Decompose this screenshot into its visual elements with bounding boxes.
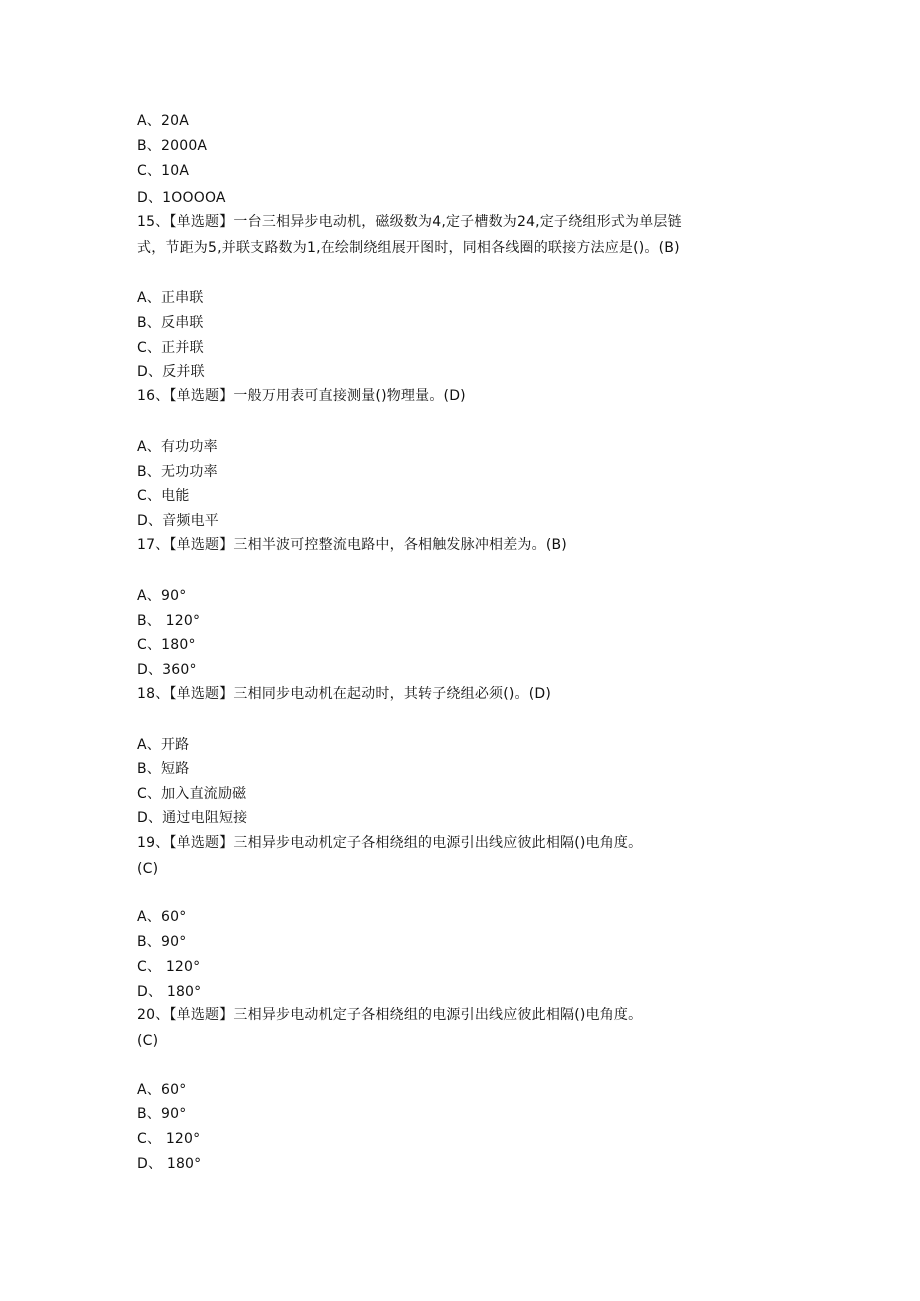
option-a: A、90° (137, 588, 187, 604)
option-a: A、60° (137, 1082, 187, 1098)
option-d: D、反并联 (137, 364, 205, 380)
option-c: C、加入直流励磁 (137, 786, 247, 802)
option-d: D、通过电阻短接 (137, 810, 248, 826)
option-c: C、10A (137, 163, 190, 179)
option-a: A、有功功率 (137, 439, 218, 455)
question-18-text: 18、【单选题】三相同步电动机在起动时，其转子绕组必须()。(D) (137, 686, 552, 702)
option-a: A、60° (137, 909, 187, 925)
option-d: D、360° (137, 662, 197, 678)
option-b: B、无功功率 (137, 464, 218, 480)
option-d: D、1OOOOA (137, 190, 226, 206)
question-17-text: 17、【单选题】三相半波可控整流电路中，各相触发脉冲相差为。(B) (137, 537, 567, 553)
option-d: D、 180° (137, 984, 202, 1000)
option-b: B、反串联 (137, 315, 204, 331)
option-c: C、 120° (137, 1131, 201, 1147)
question-19-text-cont: (C) (137, 861, 159, 877)
option-b: B、90° (137, 1106, 187, 1122)
question-15-text-cont: 式，节距为5,并联支路数为1,在绘制绕组展开图时，同相各线圈的联接方法应是()。(B) (137, 240, 680, 256)
option-c: C、正并联 (137, 340, 204, 356)
question-20-text: 20、【单选题】三相异步电动机定子各相绕组的电源引出线应彼此相隔()电角度。 (137, 1007, 643, 1023)
option-b: B、短路 (137, 761, 190, 777)
option-c: C、180° (137, 637, 196, 653)
option-b: B、2000A (137, 138, 208, 154)
question-19-text: 19、【单选题】三相异步电动机定子各相绕组的电源引出线应彼此相隔()电角度。 (137, 835, 643, 851)
option-b: B、90° (137, 934, 187, 950)
option-d: D、 180° (137, 1156, 202, 1172)
option-a: A、正串联 (137, 290, 204, 306)
question-20-text-cont: (C) (137, 1033, 159, 1049)
option-a: A、开路 (137, 737, 190, 753)
question-15-text: 15、【单选题】一台三相异步电动机，磁级数为4,定子槽数为24,定子绕组形式为单层链 (137, 214, 682, 230)
option-c: C、电能 (137, 488, 190, 504)
option-d: D、音频电平 (137, 513, 219, 529)
option-b: B、 120° (137, 613, 201, 629)
option-a: A、20A (137, 113, 189, 129)
question-16-text: 16、【单选题】一般万用表可直接测量()物理量。(D) (137, 388, 466, 404)
option-c: C、 120° (137, 959, 201, 975)
